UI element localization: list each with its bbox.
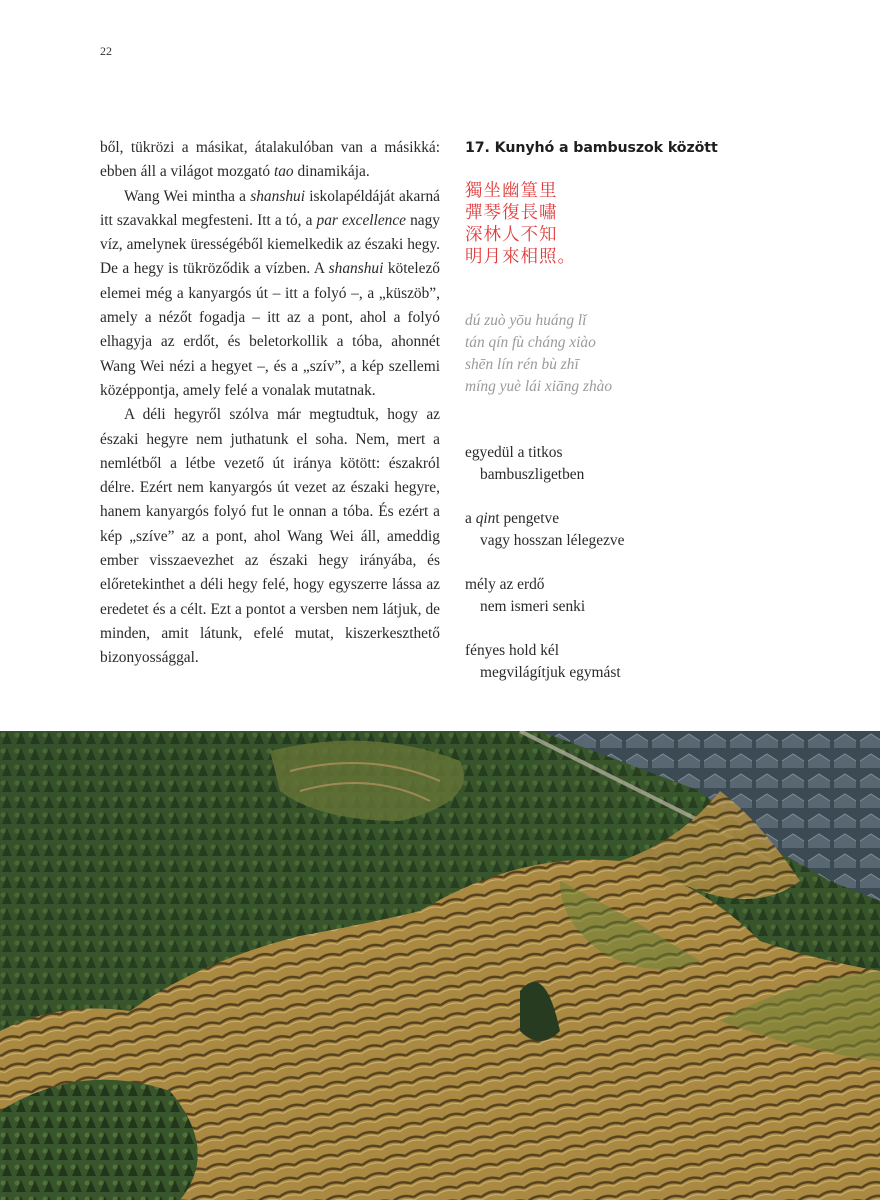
pinyin-line: shēn lín rén bù zhī: [465, 356, 579, 373]
stanza: [465, 508, 765, 552]
poem-chinese-text: [465, 180, 765, 268]
italic-term: qin: [475, 510, 496, 527]
poem-column: [465, 136, 765, 706]
text-run: egyedül a titkos: [465, 444, 563, 461]
text-run: a: [465, 510, 476, 527]
hanzi-line: 彈琴復長嘯: [465, 203, 558, 223]
stanza-line-2: megvilágítjuk egymást: [480, 664, 621, 681]
stanza-line-1: [465, 508, 765, 530]
text-run: dinamikája.: [293, 163, 370, 181]
text-run: Wang Wei mintha a: [124, 187, 251, 205]
text-run: fényes hold kél: [465, 642, 560, 659]
landscape-illustration: [0, 731, 880, 1200]
page-number: 22: [100, 44, 112, 58]
pinyin-line: dú zuò yōu huáng lǐ: [465, 312, 587, 329]
text-run: mély az erdő: [465, 576, 545, 593]
stanza-line-1: [465, 442, 765, 464]
stanza: [465, 574, 765, 618]
text-run: iskolapéldáját akarná itt szavakkal megfesteni. Itt a tó, a: [100, 187, 440, 229]
hanzi-line: 明月來相照。: [465, 247, 576, 267]
poem-translation: [465, 442, 765, 684]
italic-term: tao: [273, 163, 294, 181]
paragraph: [100, 403, 440, 670]
poem-title: 17. Kunyhó a bambuszok között: [465, 140, 718, 156]
italic-term: par excellence: [316, 211, 407, 229]
stanza-line-1: [465, 640, 765, 662]
text-run: A déli hegyről szólva már megtudtuk, hogy az északi hegyre nem juthatunk el soha. Nem, mert a nemlétből a létbe vezető út iránya kötött: északról délre. Ezért nem kanyargós út vezet az északi hegyre, hanem kanyargós folyó fut le onnan a tóba. És ezért a kép „szíve” az a pont, ahol Wang Wei áll, ameddig ember visszaevezhet az északi hegy irányába, és előretekinthet a déli hegy felé, hogy egyszerre lássa az eredetet és a célt. Ezt a pontot a versben nem látjuk, de minden, amit látunk, efelé mutat, kiszerkeszthető bizonyossággal.: [100, 406, 440, 667]
hanzi-line: 深林人不知: [465, 225, 558, 245]
body-text-column: [100, 136, 440, 671]
pinyin-line: míng yuè lái xiāng zhào: [465, 378, 613, 395]
stanza-line-2: vagy hosszan lélegezve: [480, 532, 625, 549]
stanza-line-2: bambuszligetben: [480, 466, 585, 483]
text-run: kötelező elemei még a kanyargós út – itt a folyó –, a „küszöb”, amely a nézőt fogadja – itt az a pont, ahol a folyó elhagyja az erdőt, és beletorkollik a tóba, ahonnét Wang Wei nézi a hegyet –, és a „szív”, a kép szellemi középpontja, amely felé a vonalak mutatnak.: [100, 260, 440, 399]
italic-term: shanshui: [250, 187, 305, 205]
poem-pinyin: [465, 310, 765, 398]
text-run: t pengetve: [495, 510, 560, 527]
stanza-line-2: nem ismeri senki: [480, 598, 586, 615]
stanza-line-1: [465, 574, 765, 596]
pinyin-line: tán qín fù cháng xiào: [465, 334, 596, 351]
paragraph: [100, 136, 440, 185]
stanza: [465, 640, 765, 684]
hanzi-line: 獨坐幽篁里: [465, 181, 558, 201]
italic-term: shanshui: [328, 260, 384, 278]
text-run: nagy víz, amelynek ürességéből kiemelkedik az északi hegy. De a hegy is tükröződik a vízben. A: [100, 211, 440, 278]
stanza: [465, 442, 765, 486]
text-run: ből, tükrözi a másikat, átalakulóban van a másikká: ebben áll a világot mozgató: [100, 139, 440, 181]
paragraph: [100, 185, 440, 404]
rice-terraces-photo: [0, 731, 880, 1200]
